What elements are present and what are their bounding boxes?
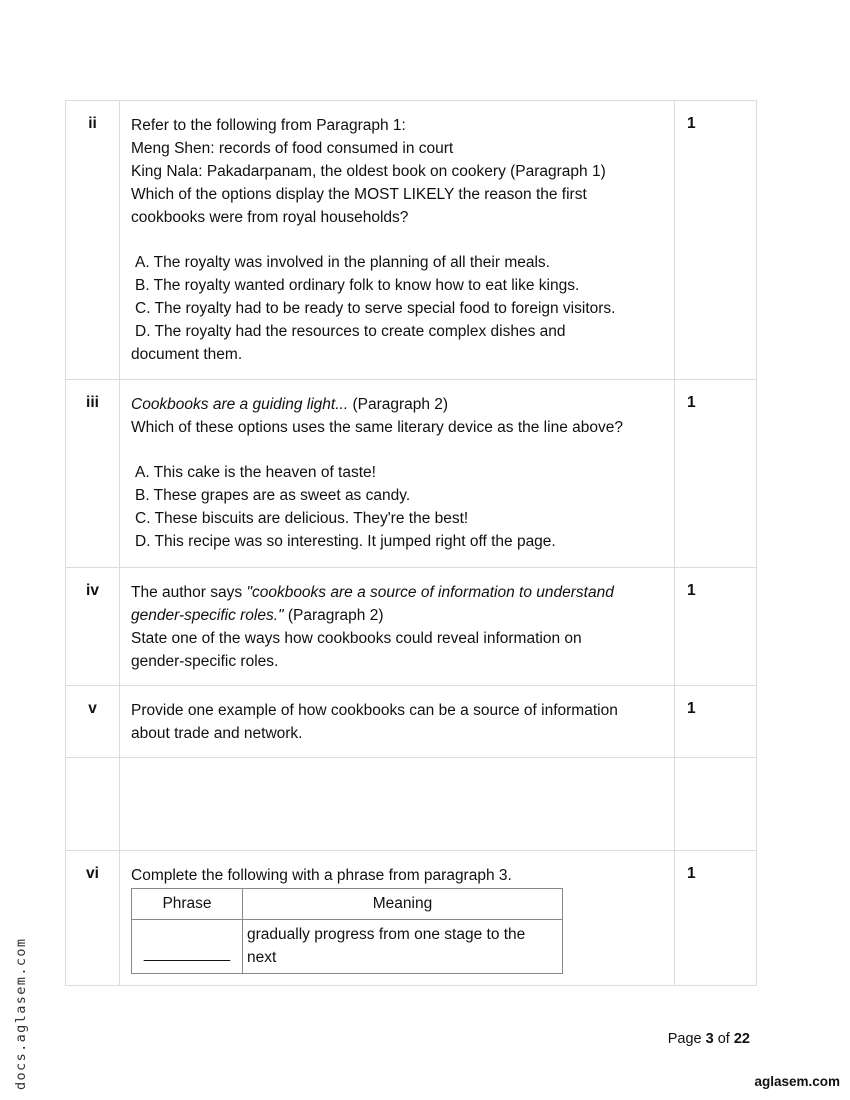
option-d-continued: document them. [131, 346, 243, 363]
quoted-line: Cookbooks are a guiding light... [131, 396, 349, 413]
side-watermark: docs.aglasem.com [13, 937, 29, 1090]
phrase-meaning-table [131, 888, 563, 974]
meaning-cell: gradually progress from one stage to the next [243, 920, 563, 974]
question-number: vi [86, 865, 99, 882]
question-line: King Nala: Pakadarpanam, the oldest book on cookery (Paragraph 1) [131, 163, 606, 180]
option-c: C. These biscuits are delicious. They're the best! [135, 510, 469, 527]
marks: 1 [687, 865, 696, 882]
question-line: State one of the ways how cookbooks could reveal information on [131, 630, 582, 647]
question-line: Complete the following with a phrase from paragraph 3. [131, 867, 512, 884]
question-text [120, 380, 674, 567]
option-d: D. The royalty had the resources to create complex dishes and [135, 323, 566, 340]
quoted-line: "cookbooks are a source of information to understand [246, 584, 614, 601]
question-line: Which of these options uses the same literary device as the line above? [131, 419, 623, 436]
question-line: Provide one example of how cookbooks can be a source of information [131, 702, 618, 719]
question-number: iii [86, 394, 99, 411]
marks: 1 [687, 700, 696, 717]
question-number: ii [88, 115, 97, 132]
question-line: Which of the options display the MOST LIKELY the reason the first [131, 186, 587, 203]
question-line: cookbooks were from royal households? [131, 209, 409, 226]
question-row [66, 380, 757, 568]
option-b: B. These grapes are as sweet as candy. [135, 487, 411, 504]
question-line [131, 581, 664, 604]
question-table [65, 100, 757, 986]
question-line: Meng Shen: records of food consumed in court [131, 140, 454, 157]
question-line [131, 604, 664, 627]
question-line: gender-specific roles. [131, 653, 279, 670]
brand-link[interactable]: aglasem.com [754, 1074, 840, 1089]
question-row [66, 101, 757, 380]
option-a: A. This cake is the heaven of taste! [135, 464, 376, 481]
question-row [66, 568, 757, 686]
question-text [120, 851, 674, 985]
paragraph-ref: (Paragraph 2) [348, 396, 449, 413]
marks: 1 [687, 394, 696, 411]
meaning-header: Meaning [243, 889, 563, 920]
question-line: Refer to the following from Paragraph 1: [131, 117, 406, 134]
question-number: iv [86, 582, 99, 599]
total-pages: 22 [733, 1031, 750, 1047]
marks: 1 [687, 582, 696, 599]
option-d: D. This recipe was so interesting. It jumped right off the page. [135, 533, 556, 550]
question-text [120, 568, 674, 685]
question-text [120, 101, 674, 379]
marks: 1 [687, 115, 696, 132]
question-row [66, 851, 757, 986]
question-text [120, 686, 674, 757]
page-number: Page 3 of 22 [667, 1031, 750, 1047]
lead-text: The author says [131, 584, 247, 601]
question-number: v [88, 700, 97, 717]
question-line [131, 393, 664, 416]
phrase-blank: __________ [132, 920, 243, 974]
table-row [132, 920, 563, 974]
option-a: A. The royalty was involved in the planning of all their meals. [135, 254, 550, 271]
option-b: B. The royalty wanted ordinary folk to know how to eat like kings. [135, 277, 580, 294]
paragraph-ref: (Paragraph 2) [283, 607, 384, 624]
question-line: about trade and network. [131, 725, 303, 742]
option-c: C. The royalty had to be ready to serve special food to foreign visitors. [135, 300, 616, 317]
current-page: 3 [705, 1031, 714, 1047]
phrase-header: Phrase [132, 889, 243, 920]
quoted-line: gender-specific roles." [131, 607, 284, 624]
question-row [66, 686, 757, 758]
table-header-row [132, 889, 563, 920]
empty-row [66, 758, 757, 851]
